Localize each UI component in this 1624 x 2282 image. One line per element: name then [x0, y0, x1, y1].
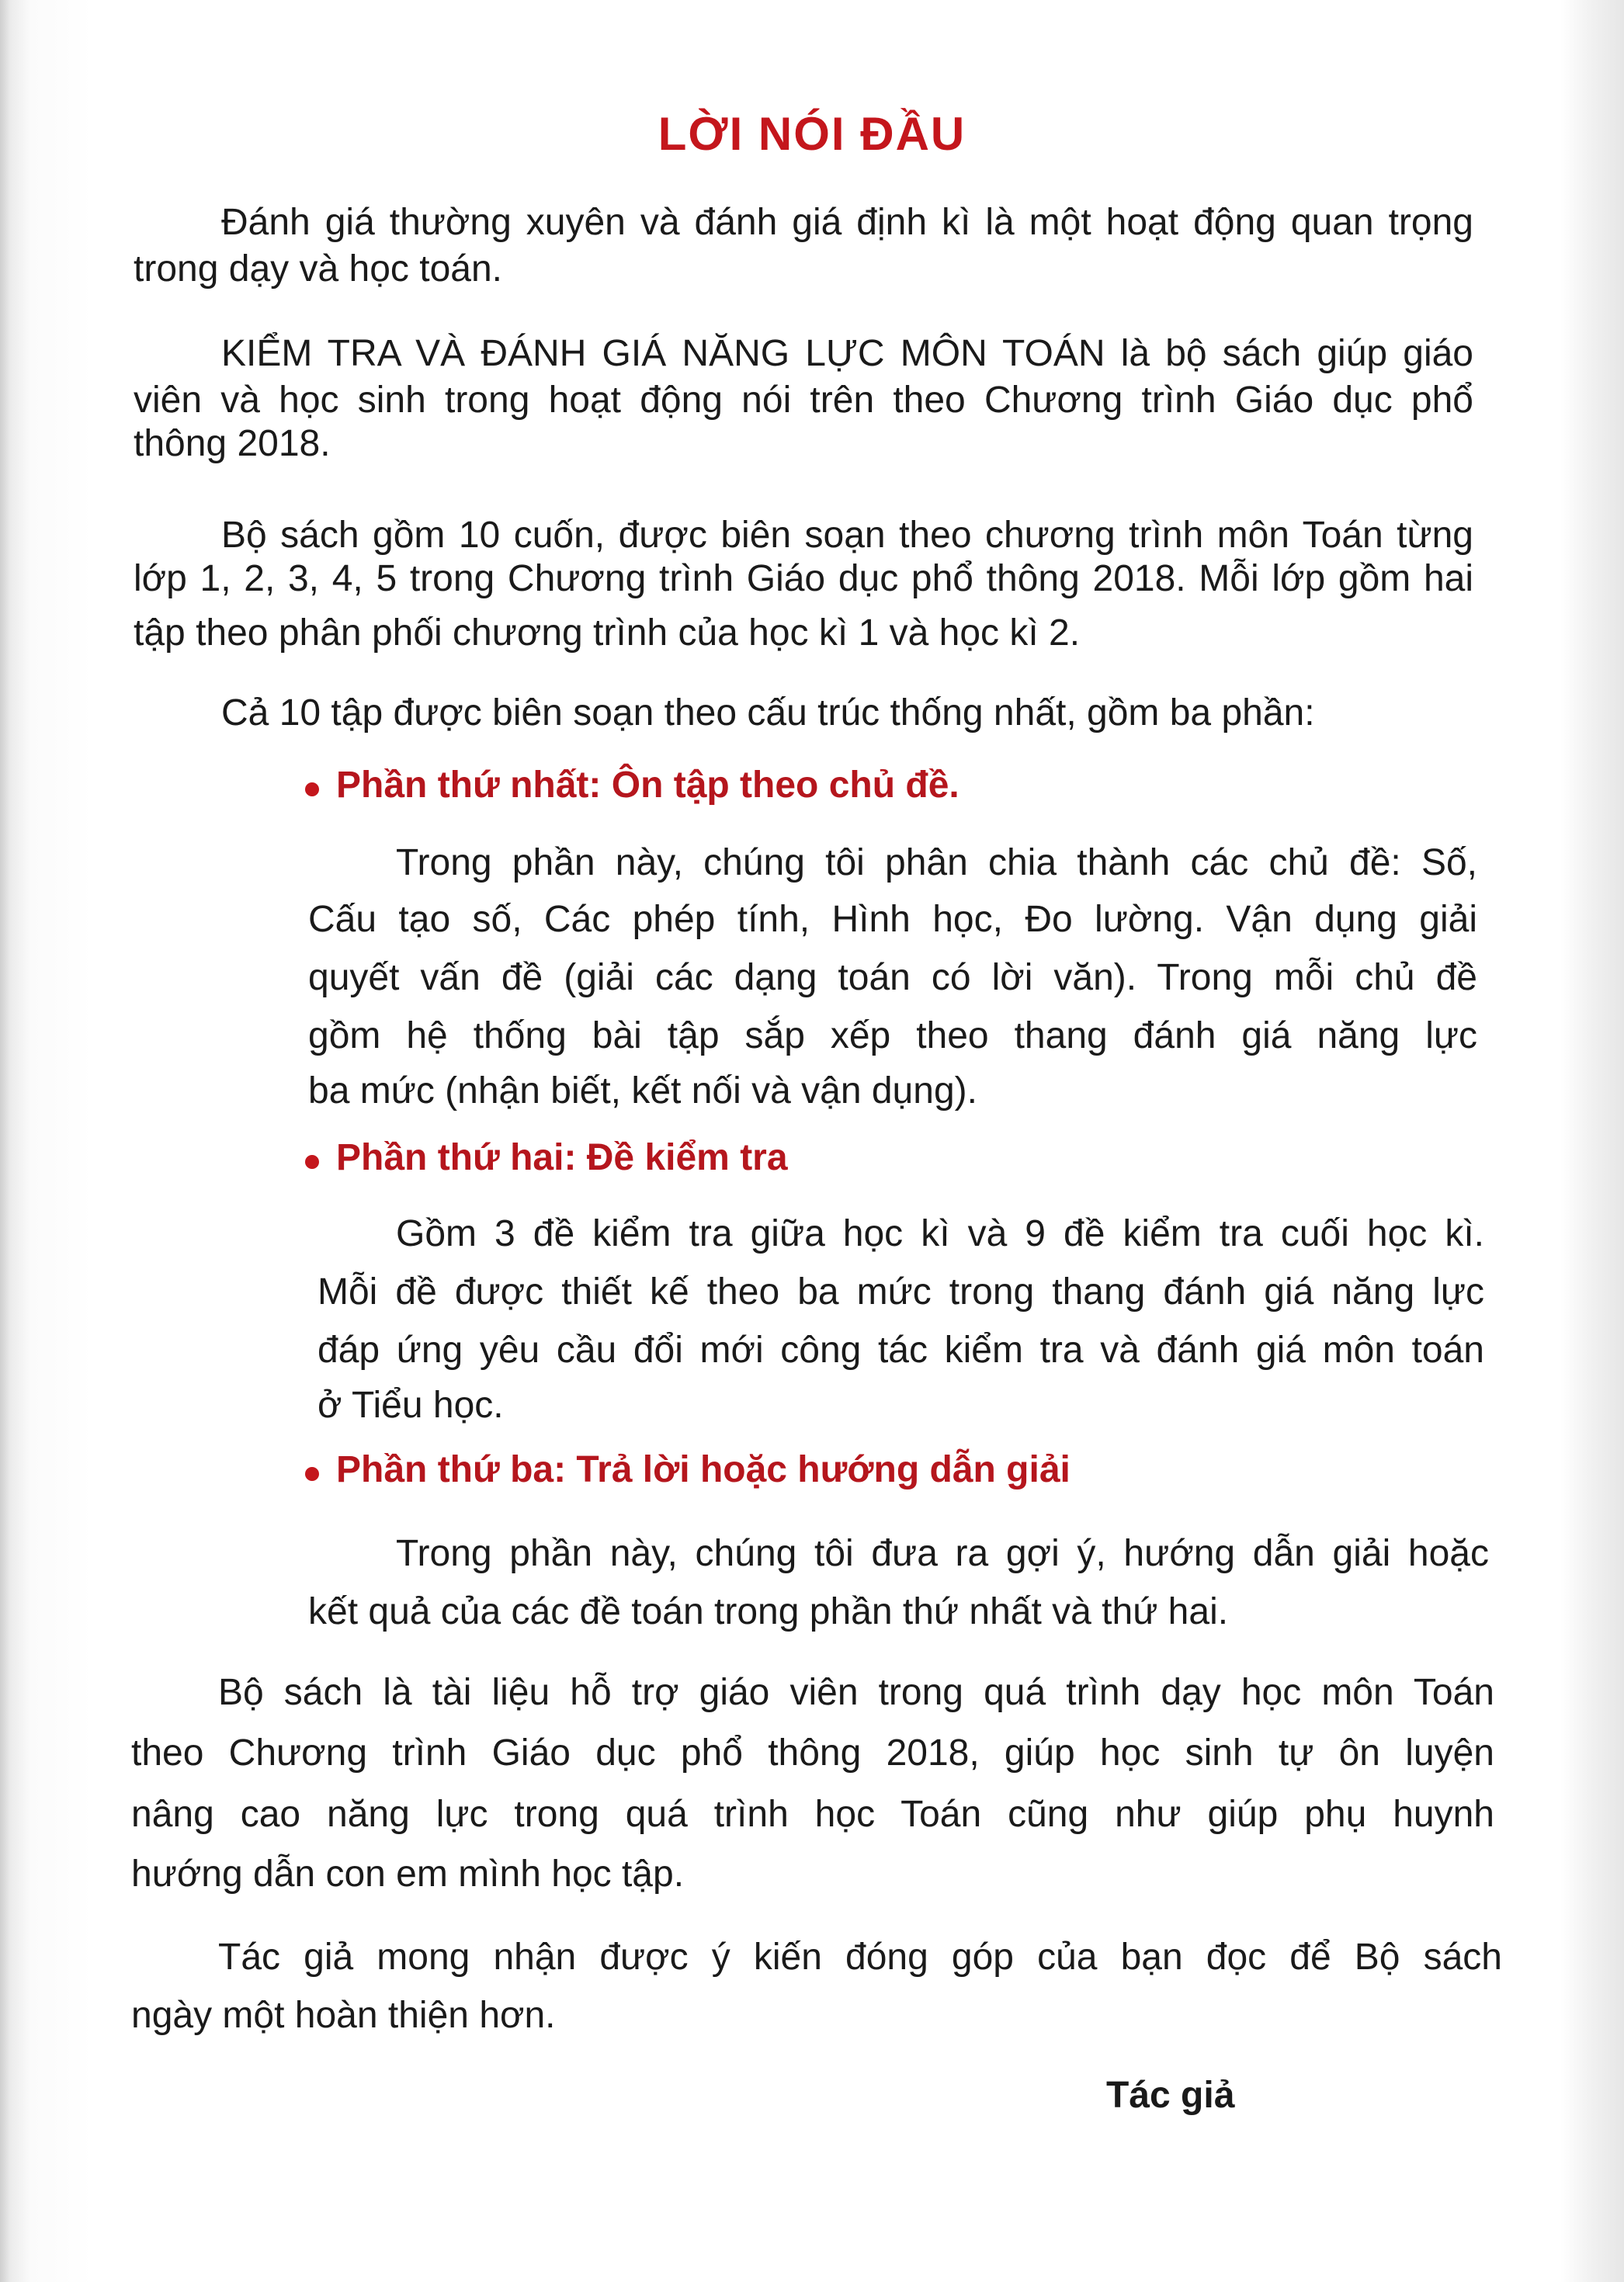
section-heading-3: Phần thứ ba: Trả lời hoặc hướng dẫn giải	[336, 1449, 1071, 1490]
section-heading-1: Phần thứ nhất: Ôn tập theo chủ đề.	[336, 765, 959, 806]
paragraph-line: KIỂM TRA VÀ ĐÁNH GIÁ NĂNG LỰC MÔN TOÁN là bộ sách giúp giáo	[221, 333, 1473, 374]
paragraph-line: lớp 1, 2, 3, 4, 5 trong Chương trình Giáo dục phổ thông 2018. Mỗi lớp gồm hai	[134, 558, 1473, 599]
paragraph-line: Trong phần này, chúng tôi phân chia thành các chủ đề: Số,	[396, 842, 1477, 883]
bullet-icon	[305, 1155, 319, 1169]
paragraph-line: Tác giả mong nhận được ý kiến đóng góp của bạn đọc để Bộ sách	[218, 1937, 1502, 1978]
paragraph-line: ở Tiểu học.	[318, 1385, 504, 1426]
paragraph-line: Bộ sách gồm 10 cuốn, được biên soạn theo chương trình môn Toán từng	[221, 515, 1473, 556]
author-signature: Tác giả	[1106, 2075, 1235, 2116]
paragraph-line: thông 2018.	[134, 423, 331, 464]
bullet-icon	[305, 1467, 319, 1481]
paragraph-line: nâng cao năng lực trong quá trình học Toán cũng như giúp phụ huynh	[131, 1794, 1494, 1835]
bullet-icon	[305, 782, 319, 796]
paragraph-line: gồm hệ thống bài tập sắp xếp theo thang đánh giá năng lực	[308, 1015, 1477, 1056]
paragraph-line: ba mức (nhận biết, kết nối và vận dụng).	[308, 1070, 977, 1112]
paragraph-line: ngày một hoàn thiện hơn.	[131, 1995, 556, 2036]
paragraph-line: Đánh giá thường xuyên và đánh giá định kì là một hoạt động quan trọng	[221, 202, 1473, 243]
paragraph-line: viên và học sinh trong hoạt động nói trên theo Chương trình Giáo dục phổ	[134, 380, 1473, 421]
paragraph-line: theo Chương trình Giáo dục phổ thông 2018, giúp học sinh tự ôn luyện	[131, 1732, 1494, 1774]
paragraph-line: Cả 10 tập được biên soạn theo cấu trúc thống nhất, gồm ba phần:	[221, 692, 1315, 734]
paragraph-line: trong dạy và học toán.	[134, 248, 502, 290]
paragraph-line: đáp ứng yêu cầu đổi mới công tác kiểm tra và đánh giá môn toán	[318, 1330, 1484, 1371]
paragraph-line: Trong phần này, chúng tôi đưa ra gợi ý, hướng dẫn giải hoặc	[396, 1533, 1489, 1574]
paragraph-line: Cấu tạo số, Các phép tính, Hình học, Đo lường. Vận dụng giải	[308, 899, 1477, 940]
page-title: LỜI NÓI ĐẦU	[658, 108, 966, 160]
paragraph-line: Bộ sách là tài liệu hỗ trợ giáo viên trong quá trình dạy học môn Toán	[218, 1672, 1494, 1713]
paragraph-line: kết quả của các đề toán trong phần thứ nhất và thứ hai.	[308, 1591, 1229, 1632]
paragraph-line: quyết vấn đề (giải các dạng toán có lời văn). Trong mỗi chủ đề	[308, 957, 1477, 998]
paragraph-line: tập theo phân phối chương trình của học kì 1 và học kì 2.	[134, 612, 1081, 654]
paragraph-line: Gồm 3 đề kiểm tra giữa học kì và 9 đề kiểm tra cuối học kì.	[396, 1213, 1484, 1254]
paragraph-line: Mỗi đề được thiết kế theo ba mức trong thang đánh giá năng lực	[318, 1271, 1484, 1313]
paragraph-line: hướng dẫn con em mình học tập.	[131, 1854, 685, 1895]
section-heading-2: Phần thứ hai: Đề kiểm tra	[336, 1137, 788, 1178]
